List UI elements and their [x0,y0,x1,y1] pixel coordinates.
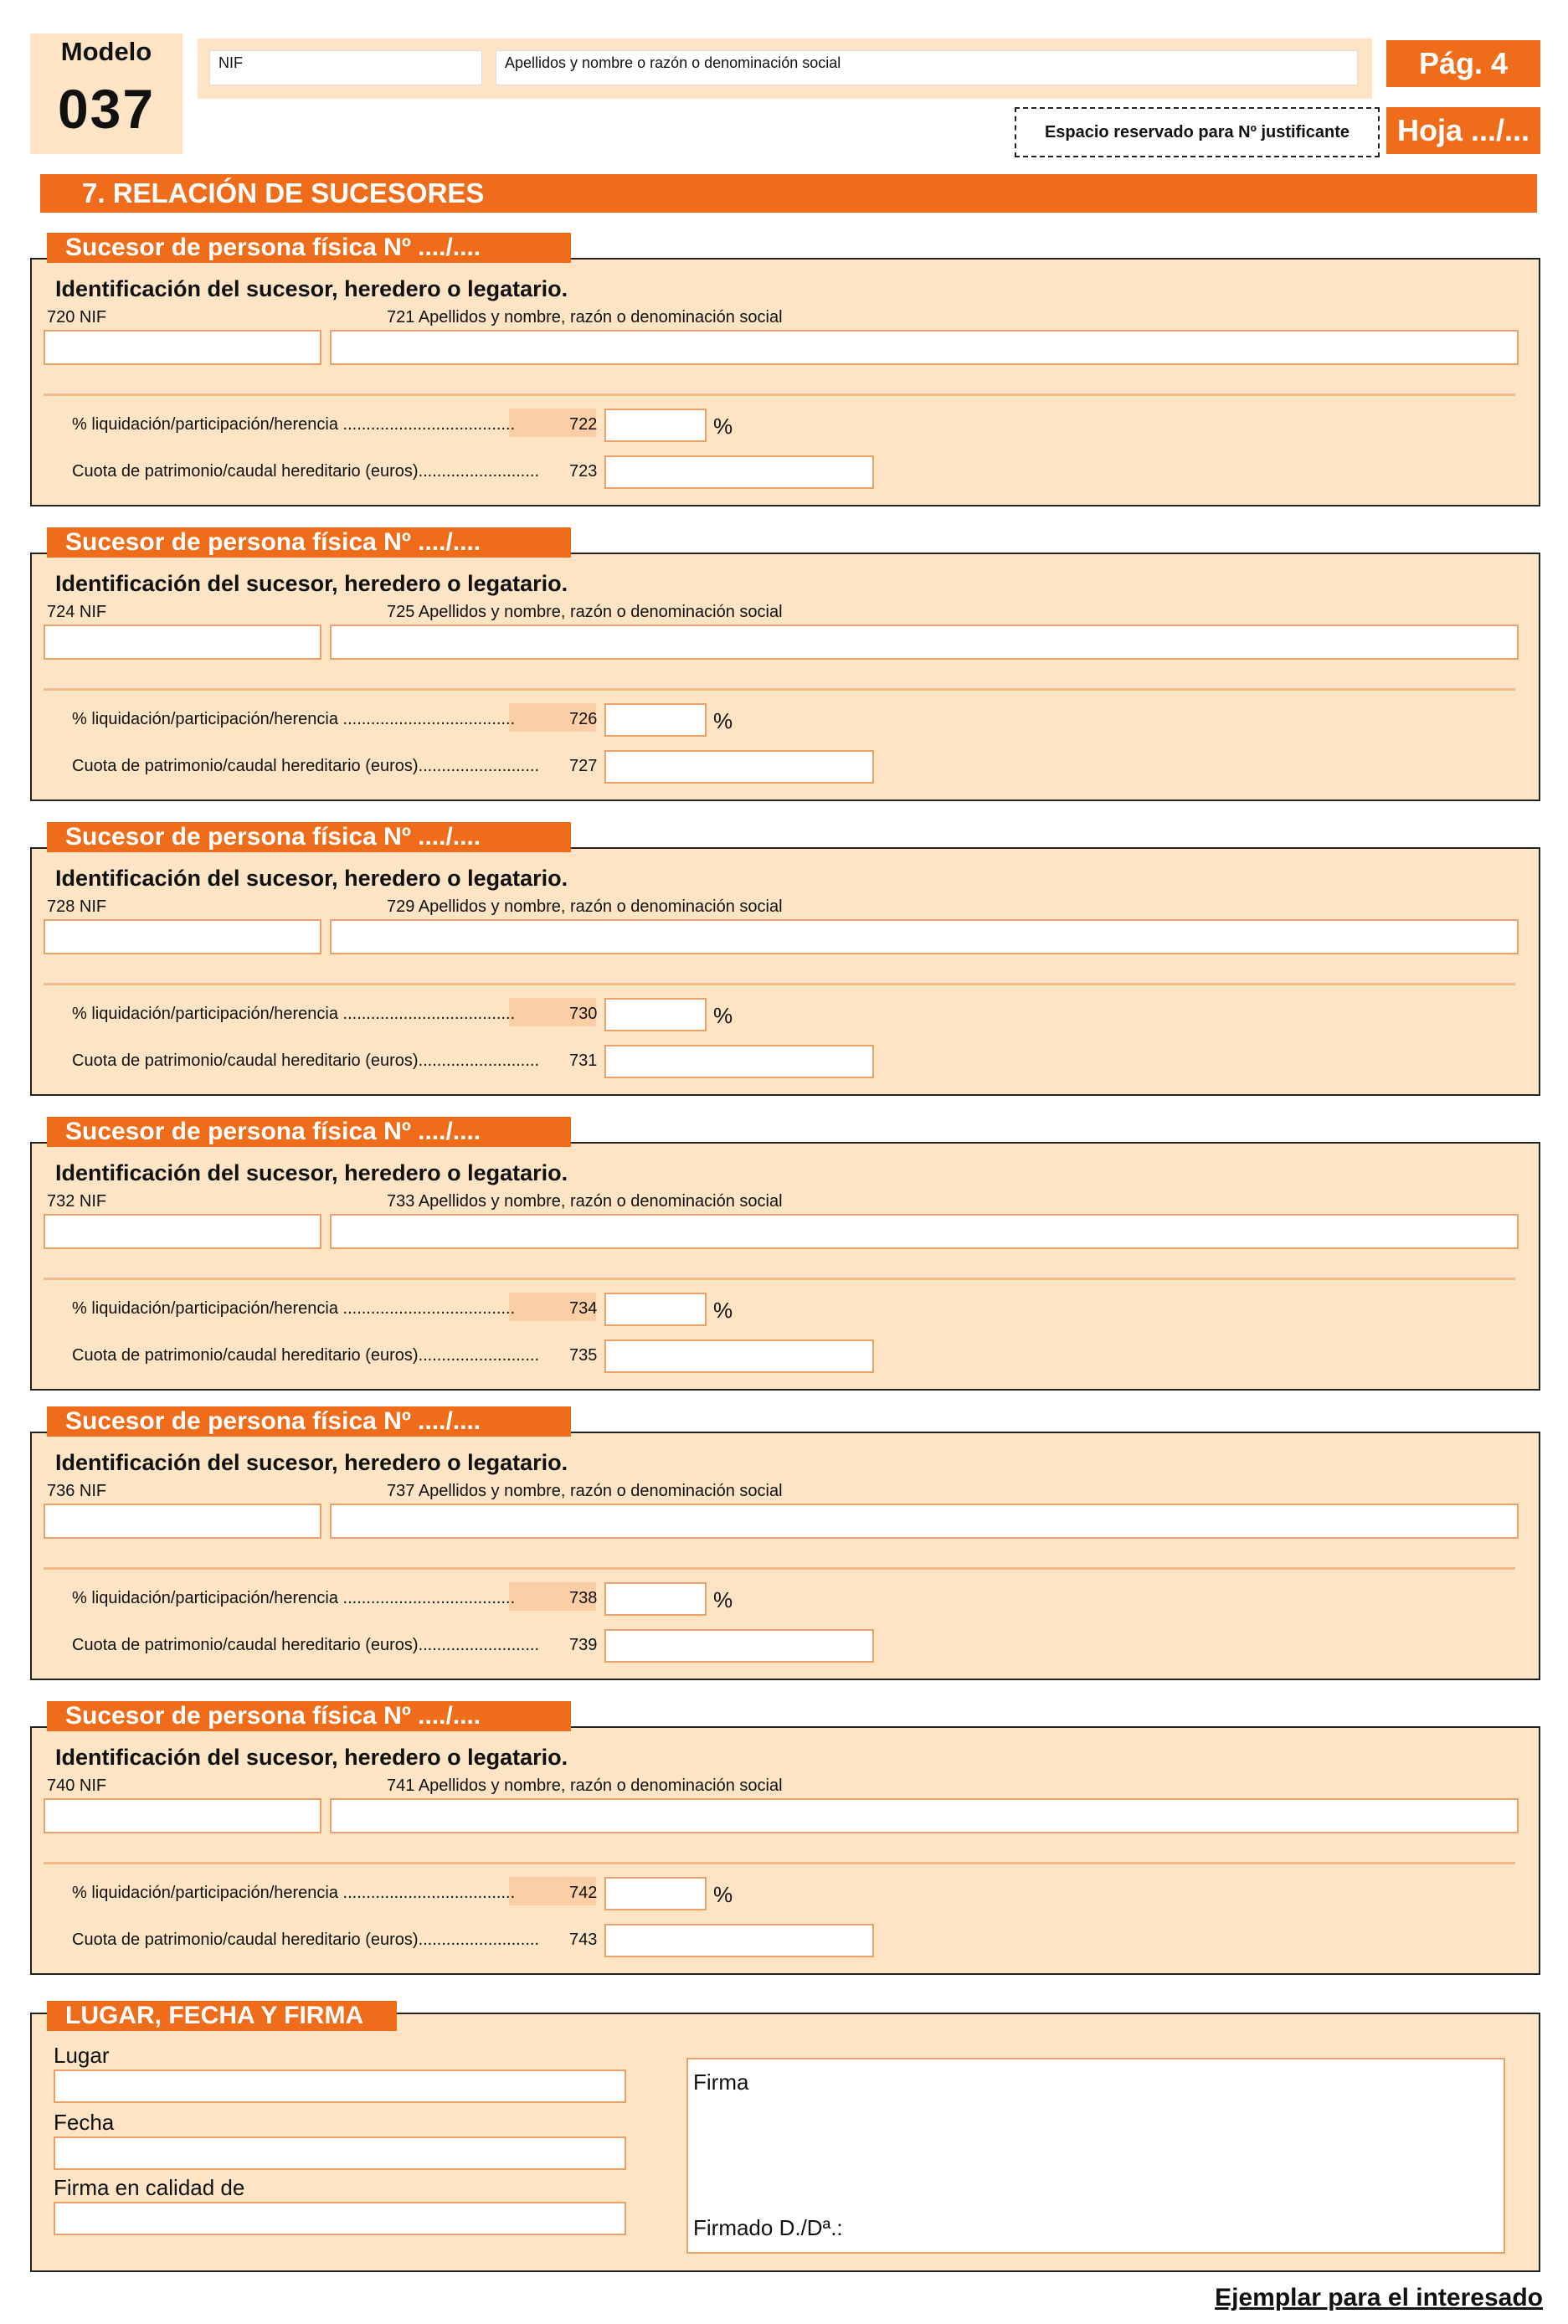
pct-code: 726 [569,710,598,728]
header-nombre-label: Apellidos y nombre o razón o denominación social [505,54,841,71]
nombre-label: 737 Apellidos y nombre, razón o denominación social [387,1482,783,1500]
pct-input[interactable] [604,1582,707,1616]
fecha-input[interactable] [54,2136,626,2170]
pct-input[interactable] [604,1293,707,1326]
cuota-code: 735 [569,1346,598,1365]
ident-heading: Identificación del sucesor, heredero o legatario. [55,1745,568,1770]
pct-label: % liquidación/participación/herencia ..................................... [72,1589,516,1607]
divider [44,1567,1515,1570]
sucesor-block [30,1726,1540,1975]
nif-input[interactable] [44,919,321,954]
sucesor-title: Sucesor de persona física Nº ..../.... [47,527,571,558]
cuota-input[interactable] [604,1629,874,1663]
percent-sign: % [713,708,733,733]
cuota-code: 727 [569,757,598,775]
firma-box[interactable] [686,2058,1505,2254]
lugar-label: Lugar [54,2043,110,2068]
nombre-input[interactable] [330,1504,1519,1539]
sucesor-title: Sucesor de persona física Nº ..../.... [47,1406,571,1437]
nombre-input[interactable] [330,330,1519,365]
sucesor-block [30,1432,1540,1680]
hoja-number: Hoja .../... [1386,107,1540,154]
taxpayer-header [198,39,1372,99]
ident-heading: Identificación del sucesor, heredero o legatario. [55,571,568,596]
sucesor-title: Sucesor de persona física Nº ..../.... [47,822,571,852]
fecha-label: Fecha [54,2110,115,2135]
nombre-input[interactable] [330,919,1519,954]
pct-label: % liquidación/participación/herencia ..................................... [72,415,516,434]
sucesor-block [30,1142,1540,1391]
header-nombre-field[interactable] [496,50,1358,85]
percent-sign: % [713,1298,733,1323]
firmado-label: Firmado D./Dª.: [693,2215,843,2240]
pct-input[interactable] [604,998,707,1031]
pct-label: % liquidación/participación/herencia ..................................... [72,1299,516,1318]
ident-heading: Identificación del sucesor, heredero o legatario. [55,276,568,301]
section-title: 7. RELACIÓN DE SUCESORES [40,174,1537,213]
nif-label: 724 NIF [47,603,107,621]
pct-input[interactable] [604,703,707,737]
cuota-input[interactable] [604,1045,874,1078]
pct-code: 742 [569,1884,598,1902]
nif-label: 728 NIF [47,897,107,916]
percent-sign: % [713,1882,733,1907]
calidad-label: Firma en calidad de [54,2175,245,2200]
page-number: Pág. 4 [1386,40,1540,87]
sucesor-title: Sucesor de persona física Nº ..../.... [47,1117,571,1147]
cuota-code: 739 [569,1636,598,1654]
divider [44,1862,1515,1864]
cuota-code: 731 [569,1051,598,1070]
calidad-input[interactable] [54,2202,626,2235]
nif-input[interactable] [44,330,321,365]
sucesor-block [30,847,1540,1096]
pct-label: % liquidación/participación/herencia ..................................... [72,710,516,728]
cuota-code: 743 [569,1931,598,1949]
cuota-input[interactable] [604,455,874,489]
cuota-label: Cuota de patrimonio/caudal hereditario (euros).......................... [72,1636,540,1654]
sucesor-title: Sucesor de persona física Nº ..../.... [47,1701,571,1731]
percent-sign: % [713,1003,733,1028]
percent-sign: % [713,1587,733,1612]
header-nif-label: NIF [218,54,243,71]
percent-sign: % [713,414,733,439]
nombre-label: 733 Apellidos y nombre, razón o denominación social [387,1192,783,1211]
pct-label: % liquidación/participación/herencia ..................................... [72,1884,516,1902]
nif-input[interactable] [44,1798,321,1833]
firma-title: LUGAR, FECHA Y FIRMA [47,2001,397,2031]
ident-heading: Identificación del sucesor, heredero o legatario. [55,866,568,891]
cuota-label: Cuota de patrimonio/caudal hereditario (euros).......................... [72,1051,540,1070]
cuota-label: Cuota de patrimonio/caudal hereditario (euros).......................... [72,462,540,481]
pct-code: 734 [569,1299,598,1318]
firma-block [30,2013,1540,2272]
cuota-code: 723 [569,462,598,481]
nombre-label: 721 Apellidos y nombre, razón o denominación social [387,308,783,326]
nombre-label: 729 Apellidos y nombre, razón o denominación social [387,897,783,916]
nombre-input[interactable] [330,625,1519,660]
nif-label: 732 NIF [47,1192,107,1211]
nif-label: 736 NIF [47,1482,107,1500]
cuota-label: Cuota de patrimonio/caudal hereditario (euros).......................... [72,757,540,775]
modelo-label: Modelo [60,37,152,66]
nif-input[interactable] [44,1214,321,1249]
cuota-input[interactable] [604,750,874,784]
nif-label: 720 NIF [47,308,107,326]
lugar-input[interactable] [54,2069,626,2103]
sucesor-block [30,553,1540,801]
cuota-input[interactable] [604,1924,874,1957]
pct-input[interactable] [604,1877,707,1910]
divider [44,983,1515,985]
pct-code: 738 [569,1589,598,1607]
pct-code: 722 [569,415,598,434]
divider [44,393,1515,396]
pct-code: 730 [569,1005,598,1023]
justificante-box: Espacio reservado para Nº justificante [1015,107,1380,157]
nombre-input[interactable] [330,1798,1519,1833]
cuota-label: Cuota de patrimonio/caudal hereditario (euros).......................... [72,1931,540,1949]
divider [44,688,1515,691]
nif-label: 740 NIF [47,1776,107,1795]
cuota-label: Cuota de patrimonio/caudal hereditario (euros).......................... [72,1346,540,1365]
nombre-label: 741 Apellidos y nombre, razón o denominación social [387,1776,783,1795]
sucesor-title: Sucesor de persona física Nº ..../.... [47,233,571,263]
ident-heading: Identificación del sucesor, heredero o legatario. [55,1450,568,1475]
firma-label: Firma [693,2069,749,2095]
footer-label: Ejemplar para el interesado [1215,2284,1543,2311]
modelo-box [30,33,183,154]
nombre-input[interactable] [330,1214,1519,1249]
nombre-label: 725 Apellidos y nombre, razón o denominación social [387,603,783,621]
sucesor-block [30,258,1540,506]
modelo-number: 037 [57,78,156,140]
pct-label: % liquidación/participación/herencia ..................................... [72,1005,516,1023]
divider [44,1278,1515,1280]
ident-heading: Identificación del sucesor, heredero o legatario. [55,1160,568,1185]
header-nif-field[interactable] [209,50,482,85]
nif-input[interactable] [44,625,321,660]
pct-input[interactable] [604,409,707,442]
nif-input[interactable] [44,1504,321,1539]
cuota-input[interactable] [604,1339,874,1373]
